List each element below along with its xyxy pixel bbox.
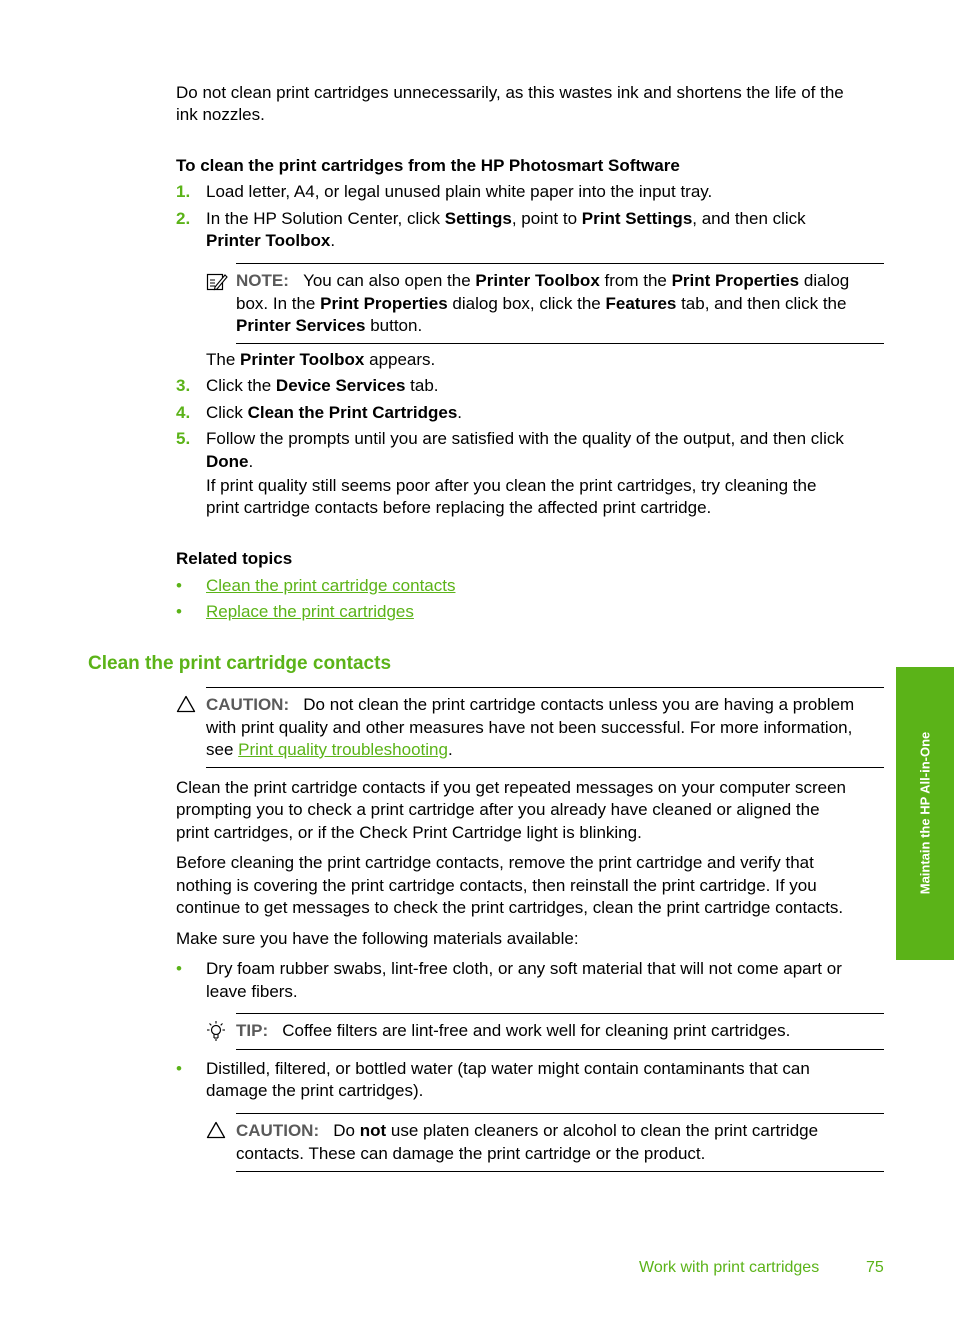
caution-1-bottom-rule (206, 767, 884, 768)
intro-line-1: Do not clean print cartridges unnecessarily, as this wastes ink and shortens the life of the (176, 83, 844, 102)
caution-2-line-2: contacts. These can damage the print cartridge or the product. (236, 1144, 706, 1163)
note-line-3: Printer Services button. (236, 316, 423, 335)
step-2-number: 2. (176, 209, 191, 228)
step-2-text-line-2: Printer Toolbox. (206, 231, 336, 250)
tip-bottom-rule (236, 1049, 884, 1050)
caution-icon (206, 1121, 226, 1139)
caution-2-line-1: CAUTION: Do not use platen cleaners or alcohol to clean the print cartridge (236, 1121, 819, 1140)
tip-top-rule (236, 1013, 884, 1014)
intro-line-2: ink nozzles. (176, 105, 265, 124)
caution-2-bottom-rule (236, 1171, 884, 1172)
note-top-rule (236, 263, 884, 264)
tip-icon (205, 1019, 227, 1043)
related-topics-heading: Related topics (176, 549, 293, 568)
related-bullet-2: • (176, 602, 182, 621)
link-replace-cartridges[interactable]: Replace the print cartridges (206, 602, 414, 621)
step-5-line-3: If print quality still seems poor after you clean the print cartridges, try cleaning the (206, 476, 817, 495)
link-clean-contacts[interactable]: Clean the print cartridge contacts (206, 576, 456, 595)
step-5-line-4: print cartridge contacts before replacing the affected print cartridge. (206, 498, 712, 517)
step-5-line-1: Follow the prompts until you are satisfied with the quality of the output, and then click (206, 429, 844, 448)
step-5-line-2: Done. (206, 452, 254, 471)
material-2-line-1: Distilled, filtered, or bottled water (tap water might contain contaminants that can (206, 1059, 810, 1078)
step-4-text: Click Clean the Print Cartridges. (206, 403, 463, 422)
caution-icon (176, 695, 196, 713)
para-2-line-3: continue to get messages to check the print cartridges, clean the print cartridge contacts. (176, 898, 844, 917)
toolbox-appears: The Printer Toolbox appears. (206, 350, 436, 369)
para-1-line-2: prompting you to check a print cartridge after you already have cleaned or aligned the (176, 800, 820, 819)
note-icon (206, 272, 228, 292)
material-1-line-1: Dry foam rubber swabs, lint-free cloth, or any soft material that will not come apart or (206, 959, 842, 978)
section-title: Clean the print cartridge contacts (88, 653, 392, 674)
link-print-quality-troubleshooting[interactable]: Print quality troubleshooting (238, 740, 448, 759)
tip-text: TIP: Coffee filters are lint-free and work well for cleaning print cartridges. (236, 1021, 791, 1040)
footer-page-number: 75 (866, 1259, 884, 1276)
note-line-2: box. In the Print Properties dialog box, click the Features tab, and then click the (236, 294, 847, 313)
material-bullet-1: • (176, 959, 182, 978)
para-1-line-1: Clean the print cartridge contacts if you get repeated messages on your computer screen (176, 778, 846, 797)
caution-1-line-3: see Print quality troubleshooting. (206, 740, 453, 759)
step-3-text: Click the Device Services tab. (206, 376, 439, 395)
caution-1-line-2: with print quality and other measures have not been successful. For more information, (206, 718, 853, 737)
material-bullet-2: • (176, 1059, 182, 1078)
caution-2-top-rule (236, 1113, 884, 1114)
footer-section-name: Work with print cartridges (639, 1259, 820, 1276)
note-bottom-rule (236, 343, 884, 344)
caution-1-top-rule (206, 687, 884, 688)
para-3: Make sure you have the following materials available: (176, 929, 579, 948)
material-2-line-2: damage the print cartridges). (206, 1081, 424, 1100)
caution-1-line-1: CAUTION: Do not clean the print cartridge contacts unless you are having a problem (206, 695, 855, 714)
chapter-side-tab (896, 667, 954, 960)
step-5-number: 5. (176, 429, 191, 448)
material-1-line-2: leave fibers. (206, 982, 298, 1001)
para-2-line-2: nothing is covering the print cartridge contacts, then reinstall the print cartridge. If you (176, 876, 817, 895)
step-1-text: Load letter, A4, or legal unused plain white paper into the input tray. (206, 182, 713, 201)
step-1-number: 1. (176, 182, 191, 201)
step-2-text-line-1: In the HP Solution Center, click Settings, point to Print Settings, and then click (206, 209, 806, 228)
step-3-number: 3. (176, 376, 191, 395)
note-line-1: NOTE: You can also open the Printer Toolbox from the Print Properties dialog (236, 271, 850, 290)
para-1-line-3: print cartridges, or if the Check Print Cartridge light is blinking. (176, 823, 642, 842)
procedure-heading: To clean the print cartridges from the HP Photosmart Software (176, 156, 680, 175)
para-2-line-1: Before cleaning the print cartridge contacts, remove the print cartridge and verify that (176, 853, 814, 872)
chapter-side-tab-label: Maintain the HP All-in-One (917, 731, 933, 895)
related-bullet-1: • (176, 576, 182, 595)
step-4-number: 4. (176, 403, 191, 422)
